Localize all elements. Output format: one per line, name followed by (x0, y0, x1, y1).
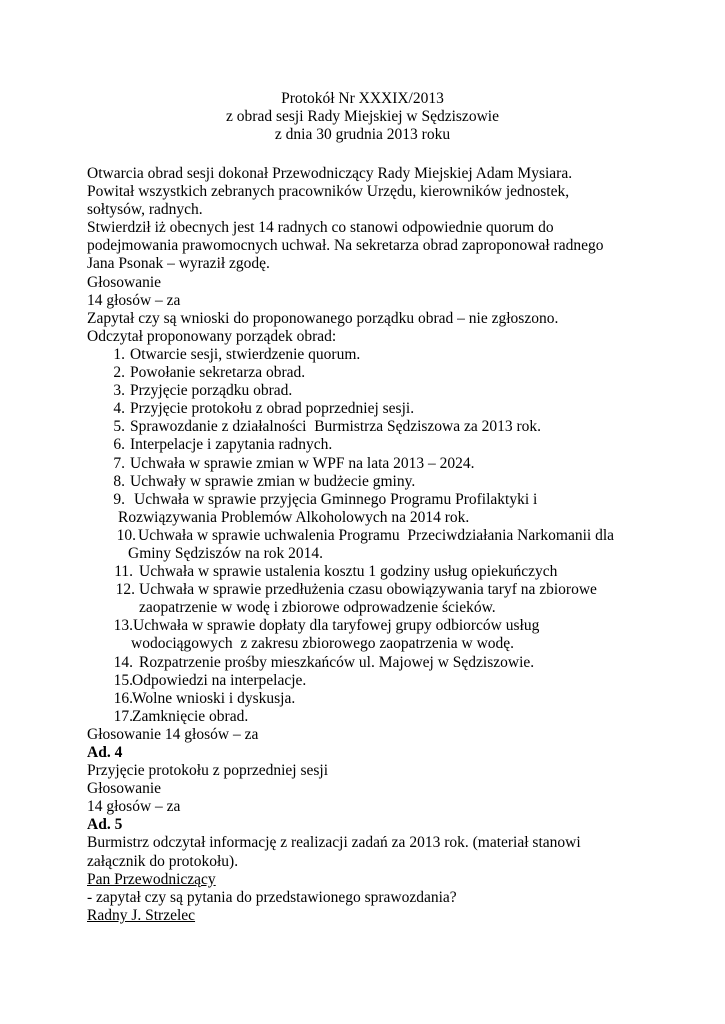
speaker-councillor: Radny J. Strzelec (87, 906, 196, 924)
agenda-item-text: Uchwały w sprawie zmian w budżecie gminy. (130, 472, 416, 490)
speaker-chairman: Pan Przewodniczący (87, 870, 216, 888)
agenda-item-text: Rozpatrzenie prośby mieszkańców ul. Majowej w Sędziszowie. (139, 653, 535, 671)
agenda-item-text: Przyjęcie protokołu z obrad poprzedniej sesji. (130, 400, 415, 418)
agenda-item-number: 12. (115, 581, 135, 599)
agenda-item-text: Uchwała w sprawie przedłużenia czasu obowiązywania taryf na zbiorowe (139, 581, 597, 599)
agenda-item-number: 10. (116, 526, 136, 544)
vote-line: Głosowanie 14 głosów – za (87, 725, 259, 743)
agenda-item-number: 7. (113, 454, 125, 472)
agenda-item (87, 527, 687, 545)
intro-line: Głosowanie (87, 273, 162, 291)
intro-line: Stwierdził iż obecnych jest 14 radnych co stanowi odpowiednie quorum do (87, 219, 554, 237)
agenda-item-text: Uchwała w sprawie przyjęcia Gminnego Programu Profilaktyki i (134, 490, 538, 508)
agenda-item (87, 473, 687, 491)
intro-line: 14 głosów – za (87, 291, 181, 309)
agenda-item (87, 708, 687, 726)
agenda-item-number: 14. (113, 653, 133, 671)
document-date: z dnia 30 grudnia 2013 roku (274, 126, 451, 143)
ad5-text: Burmistrz odczytał informację z realizacji zadań za 2013 rok. (materiał stanowi (87, 834, 581, 852)
document-title: Protokół Nr XXXIX/2013 (281, 90, 444, 107)
ad4-vote: 14 głosów – za (87, 798, 181, 816)
agenda-item (87, 635, 687, 653)
agenda-item-number: 4. (113, 400, 125, 418)
agenda-item-text: Uchwała w sprawie ustalenia kosztu 1 godziny usług opiekuńczych (139, 563, 558, 581)
agenda-item-text: Wolne wnioski i dyskusja. (132, 689, 296, 707)
agenda-item (87, 455, 687, 473)
agenda-item-text: Interpelacje i zapytania radnych. (130, 436, 333, 454)
agenda-item-number: 11. (114, 563, 133, 581)
agenda-item-number: 8. (113, 472, 125, 490)
intro-line: podejmowania prawomocnych uchwał. Na sekretarza obrad zaproponował radnego (87, 237, 604, 255)
agenda-item-number: 5. (113, 418, 125, 436)
agenda-item-number: 9. (113, 490, 125, 508)
agenda-item-text: Powołanie sekretarza obrad. (130, 364, 306, 382)
document-subtitle: z obrad sesji Rady Miejskiej w Sędziszowie (226, 108, 499, 125)
intro-line: Jana Psonak – wyraził zgodę. (87, 255, 270, 273)
agenda-item-text: Sprawozdanie z działalności Burmistrza Sędziszowa za 2013 rok. (130, 418, 542, 436)
document-body (87, 165, 687, 925)
agenda-item-number: 1. (113, 345, 125, 363)
speaker-chairman-text: - zapytał czy są pytania do przedstawionego sprawozdania? (87, 888, 457, 906)
intro-section (87, 165, 687, 346)
intro-line: Powitał wszystkich zebranych pracowników Urzędu, kierowników jednostek, (87, 183, 570, 201)
agenda-item (87, 654, 687, 672)
agenda-item-text: Gminy Sędziszów na rok 2014. (128, 544, 324, 562)
ad5-text: załącznik do protokołu). (87, 852, 239, 870)
agenda-item (87, 436, 687, 454)
agenda-item (87, 400, 687, 418)
intro-line: sołtysów, radnych. (87, 201, 203, 219)
agenda-item-number: 3. (113, 382, 125, 400)
after-section (87, 726, 687, 925)
agenda-item (87, 563, 687, 581)
agenda-item-text: Odpowiedzi na interpelacje. (132, 671, 307, 689)
document-header (0, 90, 725, 144)
agenda-item (87, 346, 687, 364)
agenda-item-number: 16. (113, 689, 133, 707)
agenda-item (87, 418, 687, 436)
agenda-item-text: Przyjęcie porządku obrad. (130, 382, 293, 400)
ad4-text: Przyjęcie protokołu z poprzedniej sesji (87, 762, 329, 780)
agenda-item-number: 2. (113, 364, 125, 382)
agenda-item (87, 690, 687, 708)
agenda-item (87, 382, 687, 400)
agenda-list (87, 346, 687, 726)
agenda-item (87, 364, 687, 382)
agenda-item-text: Uchwała w sprawie zmian w WPF na lata 2013 – 2024. (130, 454, 475, 472)
intro-line: Zapytał czy są wnioski do proponowanego porządku obrad – nie zgłoszono. (87, 309, 559, 327)
agenda-item-text: Uchwała w sprawie dopłaty dla taryfowej grupy odbiorców usług (133, 617, 540, 635)
intro-line: Odczytał proponowany porządek obrad: (87, 327, 337, 345)
agenda-item (87, 581, 687, 599)
ad4-vote-label: Głosowanie (87, 780, 162, 798)
agenda-item-text: zaopatrzenie w wodę i zbiorowe odprowadzenie ścieków. (139, 599, 496, 617)
agenda-item (87, 491, 687, 509)
agenda-item (87, 509, 687, 527)
agenda-item (87, 545, 687, 563)
agenda-item-number: 13. (113, 617, 133, 635)
agenda-item-number: 6. (113, 436, 125, 454)
agenda-item-text: Zamknięcie obrad. (132, 707, 249, 725)
agenda-item (87, 617, 687, 635)
agenda-item-text: Otwarcie sesji, stwierdzenie quorum. (130, 345, 361, 363)
ad4-heading: Ad. 4 (87, 744, 123, 761)
agenda-item-number: 15. (113, 671, 133, 689)
agenda-item-text: wodociągowych z zakresu zbiorowego zaopatrzenia w wodę. (131, 635, 515, 653)
agenda-item-text: Rozwiązywania Problemów Alkoholowych na 2014 rok. (118, 508, 470, 526)
agenda-item (87, 599, 687, 617)
agenda-item (87, 672, 687, 690)
ad5-heading: Ad. 5 (87, 816, 123, 834)
intro-line: Otwarcia obrad sesji dokonał Przewodniczący Rady Miejskiej Adam Mysiara. (87, 165, 573, 182)
agenda-item-number: 17. (113, 707, 133, 725)
agenda-item-text: Uchwała w sprawie uchwalenia Programu Przeciwdziałania Narkomanii dla (138, 526, 615, 544)
